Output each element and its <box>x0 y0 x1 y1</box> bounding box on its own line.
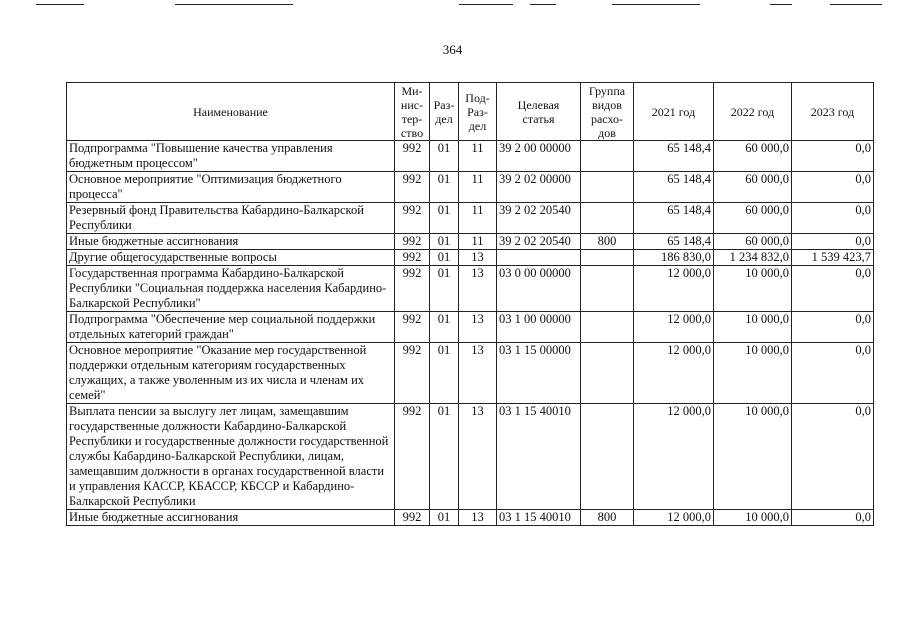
row-2022: 60 000,0 <box>714 203 792 234</box>
row-2022: 60 000,0 <box>714 172 792 203</box>
row-2021: 65 148,4 <box>634 141 714 172</box>
row-ministry: 992 <box>395 234 430 250</box>
row-section: 01 <box>430 312 459 343</box>
row-section: 01 <box>430 266 459 312</box>
table-row <box>67 203 874 234</box>
table-header-row <box>67 83 874 141</box>
row-subsection: 11 <box>459 234 497 250</box>
scan-edge-line <box>36 4 84 5</box>
row-name: Резервный фонд Правительства Кабардино-Балкарской Республики <box>67 203 395 234</box>
row-section: 01 <box>430 510 459 526</box>
row-2023: 0,0 <box>792 266 874 312</box>
row-2022: 10 000,0 <box>714 510 792 526</box>
row-2023: 0,0 <box>792 510 874 526</box>
row-expense-group <box>581 203 634 234</box>
header-subsection: Под- Раз- дел <box>459 83 497 141</box>
row-expense-group <box>581 404 634 510</box>
row-2021: 186 830,0 <box>634 250 714 266</box>
header-target: Целевая статья <box>497 83 581 141</box>
row-2023: 0,0 <box>792 343 874 404</box>
row-section: 01 <box>430 203 459 234</box>
row-expense-group: 800 <box>581 510 634 526</box>
row-expense-group <box>581 343 634 404</box>
row-section: 01 <box>430 404 459 510</box>
row-expense-group: 800 <box>581 234 634 250</box>
table-row <box>67 343 874 404</box>
row-ministry: 992 <box>395 343 430 404</box>
row-2022: 10 000,0 <box>714 312 792 343</box>
row-subsection: 11 <box>459 141 497 172</box>
row-ministry: 992 <box>395 404 430 510</box>
row-2023: 0,0 <box>792 141 874 172</box>
header-name: Наименование <box>67 83 395 141</box>
table-row <box>67 312 874 343</box>
header-section: Раз- дел <box>430 83 459 141</box>
row-2022: 10 000,0 <box>714 266 792 312</box>
row-subsection: 13 <box>459 343 497 404</box>
row-subsection: 11 <box>459 172 497 203</box>
header-2022: 2022 год <box>714 83 792 141</box>
row-2022: 60 000,0 <box>714 141 792 172</box>
row-ministry: 992 <box>395 312 430 343</box>
row-ministry: 992 <box>395 203 430 234</box>
row-2021: 12 000,0 <box>634 312 714 343</box>
row-name: Государственная программа Кабардино-Балкарской Республики "Социальная поддержка населения Кабардино-Балкарской Республики" <box>67 266 395 312</box>
scan-edge-line <box>770 4 792 5</box>
row-target: 03 0 00 00000 <box>497 266 581 312</box>
row-section: 01 <box>430 250 459 266</box>
row-2023: 0,0 <box>792 172 874 203</box>
scan-edge-line <box>830 4 882 5</box>
budget-table <box>66 82 874 526</box>
scan-edge-line <box>459 4 513 5</box>
row-2021: 12 000,0 <box>634 510 714 526</box>
row-subsection: 13 <box>459 250 497 266</box>
row-expense-group <box>581 266 634 312</box>
row-name: Подпрограмма "Повышение качества управления бюджетным процессом" <box>67 141 395 172</box>
row-name: Основное мероприятие "Оказание мер государственной поддержки отдельным категориям государственных служащих, а также уволенным из их числа и членам их семей" <box>67 343 395 404</box>
row-section: 01 <box>430 343 459 404</box>
row-target: 39 2 00 00000 <box>497 141 581 172</box>
table-row <box>67 266 874 312</box>
header-expense-group: Группа видов расхо- дов <box>581 83 634 141</box>
row-name: Подпрограмма "Обеспечение мер социальной поддержки отдельных категорий граждан" <box>67 312 395 343</box>
row-name: Основное мероприятие "Оптимизация бюджетного процесса" <box>67 172 395 203</box>
row-2021: 12 000,0 <box>634 404 714 510</box>
row-ministry: 992 <box>395 172 430 203</box>
row-target: 39 2 02 00000 <box>497 172 581 203</box>
table-row <box>67 510 874 526</box>
table-row <box>67 250 874 266</box>
row-subsection: 13 <box>459 510 497 526</box>
header-2021: 2021 год <box>634 83 714 141</box>
row-ministry: 992 <box>395 141 430 172</box>
row-2023: 0,0 <box>792 234 874 250</box>
row-expense-group <box>581 141 634 172</box>
table-row <box>67 234 874 250</box>
row-2023: 0,0 <box>792 312 874 343</box>
row-expense-group <box>581 250 634 266</box>
row-section: 01 <box>430 172 459 203</box>
row-subsection: 13 <box>459 404 497 510</box>
row-expense-group <box>581 312 634 343</box>
row-target: 39 2 02 20540 <box>497 203 581 234</box>
row-target: 03 1 15 00000 <box>497 343 581 404</box>
row-target: 03 1 00 00000 <box>497 312 581 343</box>
row-name: Другие общегосударственные вопросы <box>67 250 395 266</box>
row-section: 01 <box>430 141 459 172</box>
row-2021: 65 148,4 <box>634 203 714 234</box>
row-ministry: 992 <box>395 266 430 312</box>
row-subsection: 13 <box>459 266 497 312</box>
row-2022: 10 000,0 <box>714 343 792 404</box>
row-name: Иные бюджетные ассигнования <box>67 510 395 526</box>
scan-edge-line <box>612 4 700 5</box>
row-subsection: 11 <box>459 203 497 234</box>
row-2021: 12 000,0 <box>634 343 714 404</box>
row-subsection: 13 <box>459 312 497 343</box>
row-2022: 10 000,0 <box>714 404 792 510</box>
row-2023: 0,0 <box>792 404 874 510</box>
row-ministry: 992 <box>395 250 430 266</box>
table-row <box>67 404 874 510</box>
row-target <box>497 250 581 266</box>
row-2021: 65 148,4 <box>634 234 714 250</box>
header-2023: 2023 год <box>792 83 874 141</box>
row-2023: 1 539 423,7 <box>792 250 874 266</box>
scan-edge-line <box>175 4 293 5</box>
header-ministry: Ми- нис- тер- ство <box>395 83 430 141</box>
row-target: 39 2 02 20540 <box>497 234 581 250</box>
scan-edge-line <box>530 4 556 5</box>
row-section: 01 <box>430 234 459 250</box>
row-2022: 1 234 832,0 <box>714 250 792 266</box>
row-expense-group <box>581 172 634 203</box>
row-ministry: 992 <box>395 510 430 526</box>
table-row <box>67 172 874 203</box>
row-name: Иные бюджетные ассигнования <box>67 234 395 250</box>
row-target: 03 1 15 40010 <box>497 404 581 510</box>
row-2021: 65 148,4 <box>634 172 714 203</box>
row-name: Выплата пенсии за выслугу лет лицам, замещавшим государственные должности Кабардино-Балкарской Республики и государственные должности государственной службы Кабардино-Балкарской Республики, лицам, замещавшим должности в органах государственной власти и управления КАССР, КБАССР, КБССР и Кабардино-Балкарской Республики <box>67 404 395 510</box>
row-target: 03 1 15 40010 <box>497 510 581 526</box>
page-number: 364 <box>442 42 463 57</box>
row-2023: 0,0 <box>792 203 874 234</box>
table-row <box>67 141 874 172</box>
row-2021: 12 000,0 <box>634 266 714 312</box>
row-2022: 60 000,0 <box>714 234 792 250</box>
